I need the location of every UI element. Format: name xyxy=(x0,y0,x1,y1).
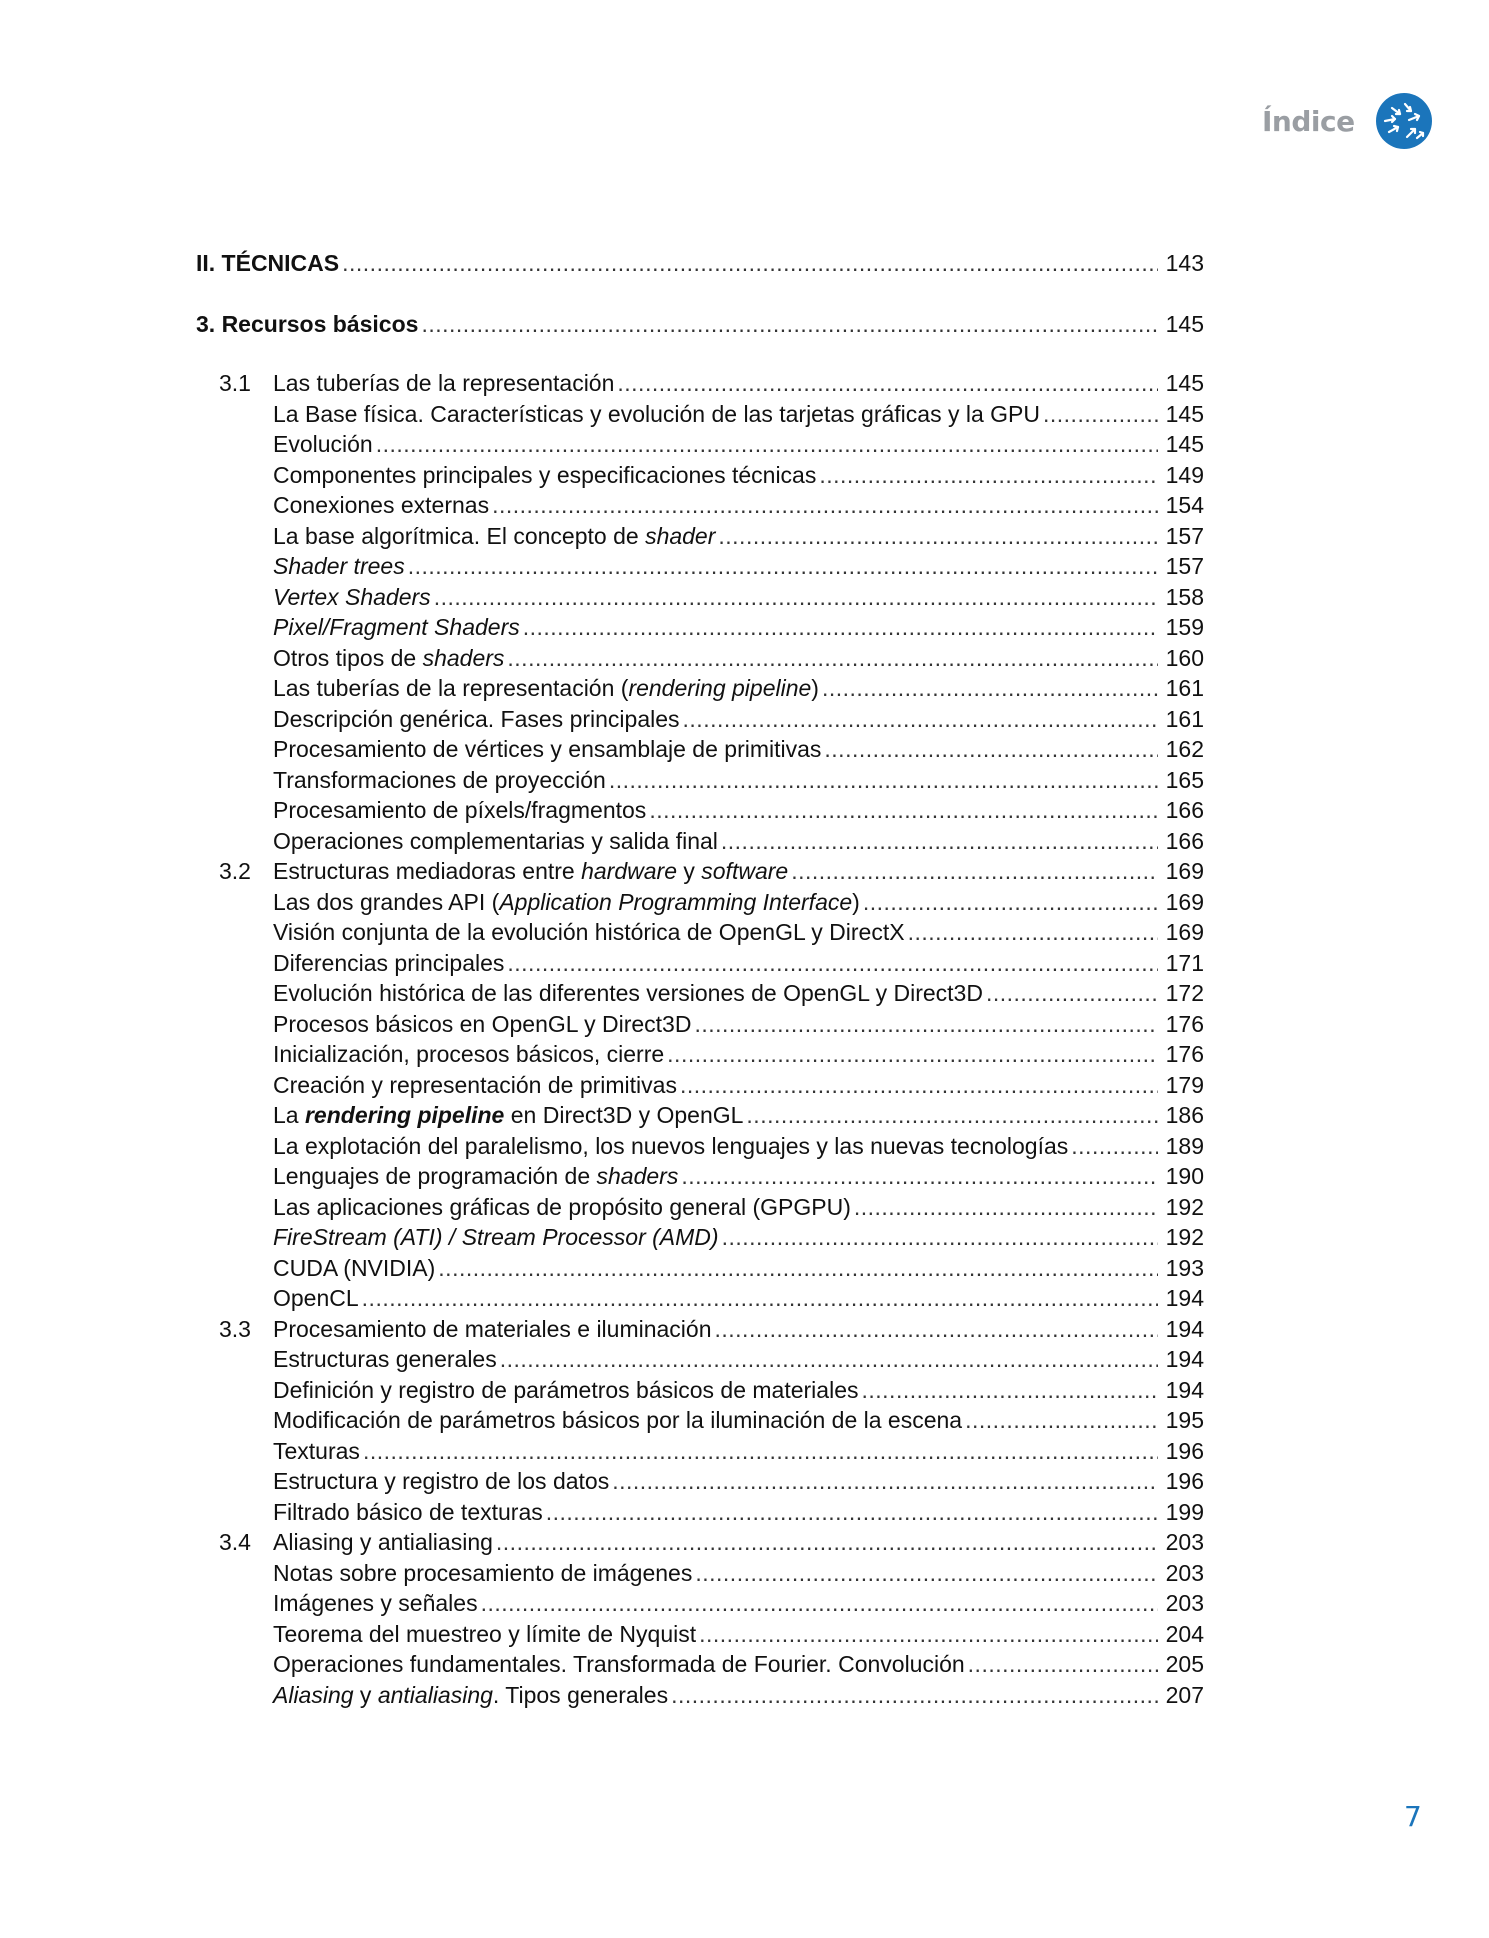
toc-title xyxy=(273,856,788,887)
toc-page-number: 143 xyxy=(1165,250,1204,276)
toc-title xyxy=(273,399,1040,430)
toc-title-segment: Las tuberías de la representación xyxy=(273,370,615,396)
toc-title xyxy=(273,1009,691,1040)
toc-title-segment: Descripción genérica. Fases principales xyxy=(273,705,680,732)
toc-page-number: 166 xyxy=(1165,797,1204,823)
dot-leader xyxy=(822,673,1158,704)
toc-entry[interactable] xyxy=(196,704,1204,735)
toc-page-number: 165 xyxy=(1165,766,1204,793)
toc-page-number: 166 xyxy=(1165,827,1204,854)
toc-entry[interactable] xyxy=(196,490,1204,521)
toc-page-number: 194 xyxy=(1165,1376,1204,1403)
dot-leader xyxy=(408,551,1158,582)
dot-leader xyxy=(695,1558,1158,1589)
toc-page-number: 176 xyxy=(1165,1010,1204,1037)
toc-title-segment: Procesos básicos en OpenGL y Direct3D xyxy=(273,1010,692,1037)
dot-leader xyxy=(609,765,1158,796)
toc-title xyxy=(273,521,715,552)
toc-entry[interactable] xyxy=(196,1436,1204,1467)
toc-title xyxy=(273,1039,664,1070)
toc-page-number: 145 xyxy=(1165,370,1204,396)
dot-leader xyxy=(680,1070,1158,1101)
toc-title-segment: Notas sobre procesamiento de imágenes xyxy=(273,1559,693,1586)
dot-leader xyxy=(824,734,1158,765)
toc-title xyxy=(273,1680,668,1711)
toc-title xyxy=(196,248,339,279)
toc-entry[interactable] xyxy=(196,1649,1204,1680)
toc-title xyxy=(273,643,504,674)
toc-entry[interactable] xyxy=(196,673,1204,704)
toc-page-number: 145 xyxy=(1165,310,1204,337)
toc-title-segment: Las aplicaciones gráficas de propósito general (GPGPU) xyxy=(273,1193,851,1220)
toc-title xyxy=(273,1588,478,1619)
toc-entry[interactable] xyxy=(196,1070,1204,1101)
toc-title-segment: Creación y representación de primitivas xyxy=(273,1071,677,1098)
toc-title xyxy=(273,1558,692,1589)
toc-page-number: 203 xyxy=(1165,1590,1204,1616)
toc-entry[interactable] xyxy=(196,1558,1204,1589)
toc-entry[interactable] xyxy=(196,1222,1204,1253)
toc-entry[interactable] xyxy=(196,1283,1204,1314)
dot-leader xyxy=(507,643,1158,674)
toc-section-number: 3.4 xyxy=(219,1529,251,1555)
toc-title xyxy=(273,1527,493,1558)
toc-page-number: 169 xyxy=(1165,858,1204,884)
toc-entry[interactable] xyxy=(196,309,1204,340)
dot-leader xyxy=(342,248,1158,279)
toc-page-number: 196 xyxy=(1165,1437,1204,1464)
toc-title xyxy=(273,1344,497,1375)
toc-entry[interactable] xyxy=(196,1497,1204,1528)
toc-title xyxy=(273,582,431,613)
toc-title-segment: OpenCL xyxy=(273,1285,359,1311)
toc-title-segment: antialiasing xyxy=(377,1681,493,1708)
toc-title xyxy=(273,612,520,643)
toc-title-segment: Modificación de parámetros básicos por la iluminación de la escena xyxy=(273,1407,963,1433)
toc-page-number: 169 xyxy=(1165,919,1204,945)
toc-title xyxy=(273,1436,360,1467)
toc-entry[interactable] xyxy=(196,612,1204,643)
toc-page-number: 171 xyxy=(1165,949,1204,976)
toc-page-number: 196 xyxy=(1165,1468,1204,1494)
dot-leader xyxy=(523,612,1158,643)
toc-entry[interactable] xyxy=(196,521,1204,552)
toc-page-number: 159 xyxy=(1165,614,1204,640)
toc-entry[interactable] xyxy=(196,1009,1204,1040)
toc-title-segment: Filtrado básico de texturas xyxy=(273,1498,543,1525)
toc-entry[interactable] xyxy=(196,1253,1204,1284)
dot-leader xyxy=(500,1344,1158,1375)
toc-page-number: 158 xyxy=(1165,583,1204,610)
toc-entry[interactable] xyxy=(196,1100,1204,1131)
toc-page-number: 160 xyxy=(1165,644,1204,671)
toc-entry[interactable] xyxy=(196,643,1204,674)
toc-entry[interactable] xyxy=(196,856,1204,887)
toc-page-number: 145 xyxy=(1165,400,1204,427)
toc-section-number: 3.1 xyxy=(219,370,251,396)
toc-title-segment: Pixel/Fragment Shaders xyxy=(273,614,520,640)
dot-leader xyxy=(986,978,1158,1009)
toc-title-segment: Estructura y registro de los datos xyxy=(273,1468,610,1494)
toc-title-segment: II. TÉCNICAS xyxy=(196,250,340,276)
toc-title-segment: shaders xyxy=(422,644,505,671)
toc-title xyxy=(273,673,819,704)
toc-title-segment: Shader trees xyxy=(273,553,405,579)
toc-page-number: 194 xyxy=(1165,1346,1204,1372)
toc-page-number: 194 xyxy=(1165,1285,1204,1311)
dot-leader xyxy=(363,1436,1158,1467)
dot-leader xyxy=(819,460,1158,491)
toc-title xyxy=(273,1070,677,1101)
toc-page-number: 145 xyxy=(1165,431,1204,457)
toc-page-number: 157 xyxy=(1165,553,1204,579)
toc-title xyxy=(273,368,614,399)
toc-page-number: 172 xyxy=(1165,980,1204,1006)
toc-section-number: 3.3 xyxy=(219,1315,251,1342)
toc-page-number: 157 xyxy=(1165,522,1204,549)
toc-title xyxy=(273,1131,1068,1162)
dot-leader xyxy=(718,521,1158,552)
toc-page-number: 179 xyxy=(1165,1071,1204,1098)
toc-title-segment: Otros tipos de xyxy=(273,644,423,671)
toc-title-segment: Evolución xyxy=(273,431,373,457)
toc-entry[interactable] xyxy=(196,1466,1204,1497)
toc-entry[interactable] xyxy=(196,1680,1204,1711)
toc-title xyxy=(273,1100,743,1131)
toc-title-segment: en Direct3D y OpenGL xyxy=(504,1102,744,1128)
toc-entry[interactable] xyxy=(196,734,1204,765)
toc-page-number: 154 xyxy=(1165,492,1204,518)
toc-section-number: 3.2 xyxy=(219,858,251,884)
toc-title-segment: Lenguajes de programación de xyxy=(273,1163,597,1189)
toc-entry[interactable] xyxy=(196,551,1204,582)
toc-title xyxy=(273,1222,719,1253)
dot-leader xyxy=(699,1619,1158,1650)
toc-title-segment: Las dos grandes API ( xyxy=(273,888,500,915)
dot-leader xyxy=(681,1161,1158,1192)
toc-title-segment: Inicialización, procesos básicos, cierre xyxy=(273,1041,665,1067)
compass-arrows-icon xyxy=(1375,92,1433,150)
toc-title-segment: 3. Recursos básicos xyxy=(196,310,419,337)
toc-page-number: 169 xyxy=(1165,888,1204,915)
dot-leader xyxy=(1043,399,1158,430)
dot-leader xyxy=(496,1527,1158,1558)
toc-page-number: 176 xyxy=(1165,1041,1204,1067)
dot-leader xyxy=(434,582,1158,613)
toc-title xyxy=(273,795,646,826)
toc-title-segment: Conexiones externas xyxy=(273,492,490,518)
toc-title-segment: Componentes principales y especificaciones técnicas xyxy=(273,461,817,488)
toc-page-number: 162 xyxy=(1165,736,1204,762)
toc-page-number: 161 xyxy=(1165,705,1204,732)
toc-entry[interactable] xyxy=(196,1192,1204,1223)
toc-title xyxy=(273,826,718,857)
toc-page-number: 192 xyxy=(1165,1224,1204,1250)
toc-entry[interactable] xyxy=(196,795,1204,826)
dot-leader xyxy=(968,1649,1158,1680)
toc-page-number: 203 xyxy=(1165,1529,1204,1555)
toc-entry[interactable] xyxy=(196,765,1204,796)
toc-page-number: 204 xyxy=(1165,1620,1204,1647)
toc-title xyxy=(273,1497,543,1528)
toc-entry[interactable] xyxy=(196,429,1204,460)
toc-title xyxy=(273,1161,678,1192)
toc-entry[interactable] xyxy=(196,948,1204,979)
toc-title-segment: Las tuberías de la representación ( xyxy=(273,675,629,701)
dot-leader xyxy=(862,1375,1159,1406)
toc-title xyxy=(273,1192,851,1223)
toc-title-segment: Transformaciones de proyección xyxy=(273,766,606,793)
dot-leader xyxy=(649,795,1158,826)
toc-title-segment: rendering pipeline xyxy=(304,1102,505,1128)
toc-title-segment: Teorema del muestreo y límite de Nyquist xyxy=(273,1620,697,1647)
toc-title-segment: shader xyxy=(645,522,716,549)
toc-title-segment: Aliasing y antialiasing xyxy=(273,1529,493,1555)
toc-page-number: 192 xyxy=(1165,1193,1204,1220)
toc-title-segment: Definición y registro de parámetros básicos de materiales xyxy=(273,1376,859,1403)
dot-leader xyxy=(722,1222,1158,1253)
toc-page-number: 193 xyxy=(1165,1254,1204,1281)
toc-title-segment: Procesamiento de materiales e iluminación xyxy=(273,1315,712,1342)
toc-title xyxy=(273,1375,859,1406)
toc-title xyxy=(273,978,983,1009)
toc-entry[interactable] xyxy=(196,1405,1204,1436)
toc-entry[interactable] xyxy=(196,917,1204,948)
toc-title-segment: Estructuras mediadoras entre xyxy=(273,858,582,884)
toc-title-segment: ) xyxy=(852,888,860,915)
toc-title xyxy=(273,1314,712,1345)
index-link[interactable] xyxy=(1262,92,1433,150)
dot-leader xyxy=(612,1466,1158,1497)
toc-title-segment: rendering pipeline xyxy=(628,675,812,701)
toc-page-number: 194 xyxy=(1165,1315,1204,1342)
toc-entry[interactable] xyxy=(196,1588,1204,1619)
toc-page-number: 199 xyxy=(1165,1498,1204,1525)
dot-leader xyxy=(671,1680,1158,1711)
toc-title xyxy=(273,460,816,491)
toc-entry[interactable] xyxy=(196,1344,1204,1375)
toc-page-number: 149 xyxy=(1165,461,1204,488)
toc-title-segment: Operaciones fundamentales. Transformada de Fourier. Convolución xyxy=(273,1651,965,1677)
toc-entry[interactable] xyxy=(196,1131,1204,1162)
toc-title xyxy=(273,551,405,582)
dot-leader xyxy=(492,490,1158,521)
toc-title-segment: Vertex Shaders xyxy=(273,583,431,610)
toc-page-number: 161 xyxy=(1165,675,1204,701)
dot-leader xyxy=(1071,1131,1158,1162)
table-of-contents xyxy=(196,248,1204,1710)
toc-title-segment: hardware xyxy=(581,858,677,884)
toc-title xyxy=(273,1405,962,1436)
dot-leader xyxy=(438,1253,1158,1284)
toc-title xyxy=(273,734,821,765)
toc-title xyxy=(273,704,680,735)
dot-leader xyxy=(965,1405,1158,1436)
toc-page-number: 195 xyxy=(1165,1407,1204,1433)
toc-entry[interactable] xyxy=(196,1161,1204,1192)
toc-title-segment: software xyxy=(701,858,789,884)
dot-leader xyxy=(863,887,1158,918)
toc-title xyxy=(273,1649,965,1680)
toc-title-segment: La Base física. Características y evolución de las tarjetas gráficas y la GPU xyxy=(273,400,1040,427)
toc-title-segment: . Tipos generales xyxy=(492,1681,669,1708)
toc-title-segment: CUDA (NVIDIA) xyxy=(273,1254,436,1281)
dot-leader xyxy=(694,1009,1158,1040)
toc-entry[interactable] xyxy=(196,1314,1204,1345)
index-label: Índice xyxy=(1262,104,1355,138)
toc-title xyxy=(273,1466,609,1497)
toc-title-segment: y xyxy=(676,858,702,884)
toc-title-segment: La xyxy=(273,1102,305,1128)
dot-leader xyxy=(715,1314,1159,1345)
toc-entry[interactable] xyxy=(196,399,1204,430)
toc-title xyxy=(273,1619,696,1650)
page-number: 7 xyxy=(1404,1800,1422,1833)
dot-leader xyxy=(507,948,1158,979)
toc-page-number: 205 xyxy=(1165,1651,1204,1677)
toc-title-segment: Operaciones complementarias y salida final xyxy=(273,827,718,854)
toc-title-segment: y xyxy=(353,1681,378,1708)
toc-page-number: 207 xyxy=(1165,1681,1204,1708)
toc-title xyxy=(273,887,860,918)
toc-entry[interactable] xyxy=(196,1375,1204,1406)
toc-entry[interactable] xyxy=(196,460,1204,491)
toc-title-segment: Procesamiento de vértices y ensamblaje de primitivas xyxy=(273,736,822,762)
toc-title-segment: Diferencias principales xyxy=(273,949,505,976)
toc-entry[interactable] xyxy=(196,248,1204,279)
toc-entry[interactable] xyxy=(196,978,1204,1009)
toc-title xyxy=(273,917,905,948)
dot-leader xyxy=(376,429,1158,460)
toc-title xyxy=(273,429,373,460)
toc-title-segment: Application Programming Interface xyxy=(499,888,853,915)
dot-leader xyxy=(721,826,1158,857)
dot-leader xyxy=(362,1283,1158,1314)
dot-leader xyxy=(617,368,1158,399)
toc-page-number: 189 xyxy=(1165,1132,1204,1159)
toc-title-segment: Imágenes y señales xyxy=(273,1590,478,1616)
toc-entry[interactable] xyxy=(196,1527,1204,1558)
toc-entry[interactable] xyxy=(196,1619,1204,1650)
toc-title-segment: Procesamiento de píxels/fragmentos xyxy=(273,797,647,823)
toc-title xyxy=(273,1283,359,1314)
toc-title-segment: La explotación del paralelismo, los nuevos lenguajes y las nuevas tecnologías xyxy=(273,1132,1069,1159)
dot-leader xyxy=(667,1039,1158,1070)
toc-entry[interactable] xyxy=(196,368,1204,399)
dot-leader xyxy=(908,917,1158,948)
toc-page-number: 203 xyxy=(1165,1559,1204,1586)
dot-leader xyxy=(791,856,1158,887)
toc-page-number: 190 xyxy=(1165,1163,1204,1189)
dot-leader xyxy=(546,1497,1158,1528)
dot-leader xyxy=(854,1192,1158,1223)
dot-leader xyxy=(746,1100,1158,1131)
dot-leader xyxy=(421,309,1158,340)
toc-entry[interactable] xyxy=(196,887,1204,918)
toc-entry[interactable] xyxy=(196,582,1204,613)
toc-title xyxy=(273,490,489,521)
toc-title-segment: Texturas xyxy=(273,1437,360,1464)
toc-entry[interactable] xyxy=(196,1039,1204,1070)
toc-title xyxy=(273,765,606,796)
toc-page-number: 186 xyxy=(1165,1102,1204,1128)
toc-title xyxy=(196,309,418,340)
toc-title-segment: Aliasing xyxy=(273,1681,354,1708)
toc-title-segment: Estructuras generales xyxy=(273,1346,497,1372)
toc-title-segment: FireStream (ATI) / Stream Processor (AMD) xyxy=(273,1224,719,1250)
toc-title-segment: ) xyxy=(811,675,819,701)
dot-leader xyxy=(683,704,1158,735)
toc-title-segment: Evolución histórica de las diferentes versiones de OpenGL y Direct3D xyxy=(273,980,983,1006)
toc-title xyxy=(273,948,504,979)
toc-title xyxy=(273,1253,435,1284)
toc-title-segment: Visión conjunta de la evolución histórica de OpenGL y DirectX xyxy=(273,919,905,945)
toc-title-segment: La base algorítmica. El concepto de xyxy=(273,522,646,549)
toc-entry[interactable] xyxy=(196,826,1204,857)
toc-title-segment: shaders xyxy=(596,1163,679,1189)
dot-leader xyxy=(481,1588,1158,1619)
